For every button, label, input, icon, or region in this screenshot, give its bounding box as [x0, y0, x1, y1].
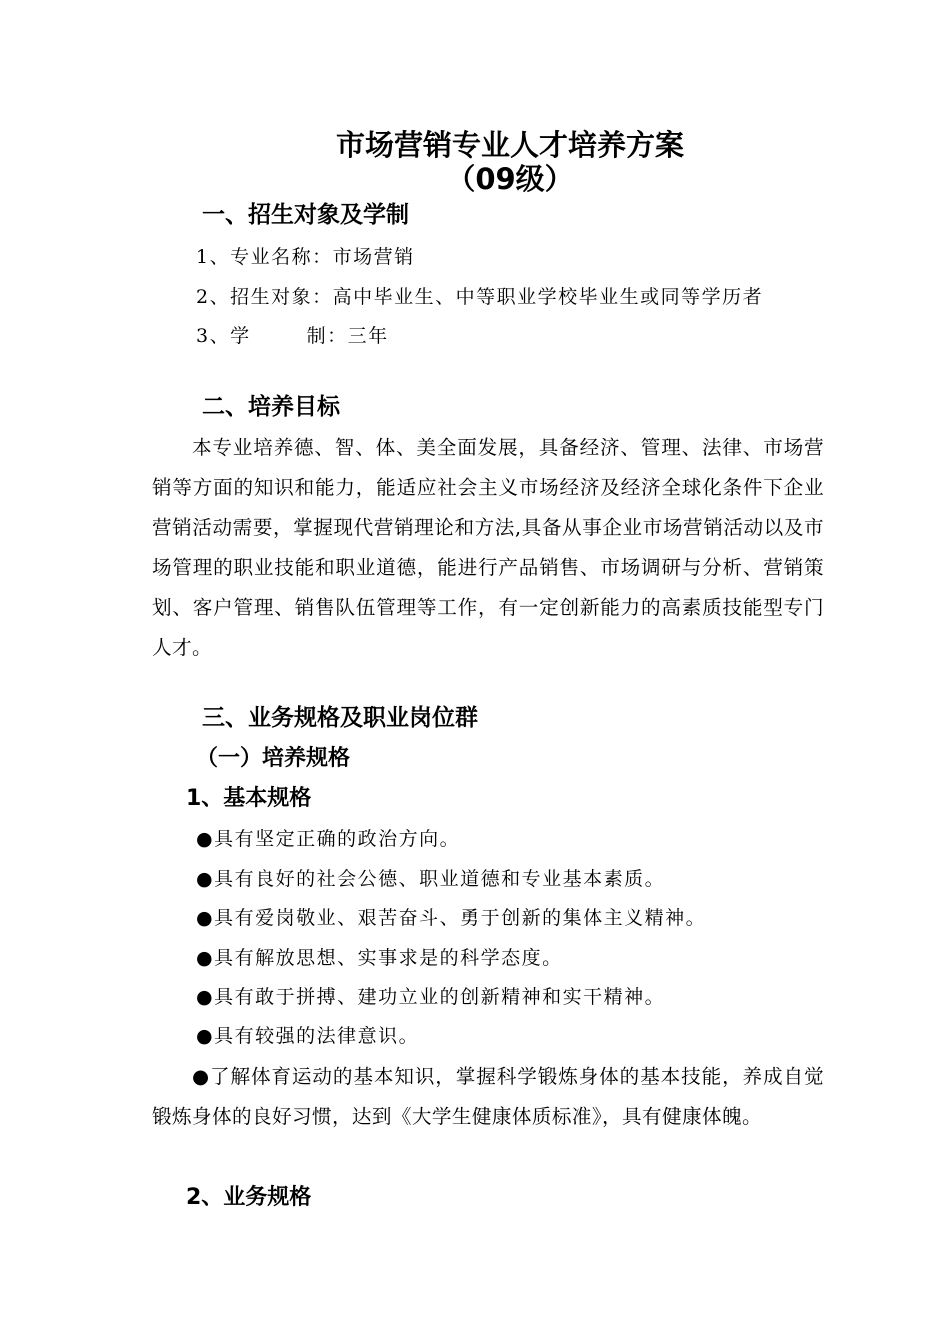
document-subtitle: （09级） [446, 162, 574, 196]
bullet-item: ●具有较强的法律意识。 [196, 1025, 420, 1047]
item-label: 3、学 [196, 325, 251, 347]
section-heading-specifications: 三、业务规格及职业岗位群 [202, 705, 478, 731]
bullet-item: ●具有敢于拼搏、建功立业的创新精神和实干精神。 [196, 986, 666, 1008]
bullet-item: ●具有爱岗敬业、艰苦奋斗、勇于创新的集体主义精神。 [196, 907, 707, 929]
bullet-item: ●具有坚定正确的政治方向。 [196, 828, 461, 850]
subsection-heading-basic-spec: 1、基本规格 [186, 786, 312, 811]
section-heading-enrollment: 一、招生对象及学制 [202, 202, 409, 228]
section-heading-objectives: 二、培养目标 [202, 394, 340, 420]
item-label: 制： [306, 325, 348, 347]
item-label: 2、招生对象： [196, 286, 333, 308]
subsection-heading-training-spec: （一）培养规格 [196, 746, 351, 771]
subsection-heading-business-spec: 2、业务规格 [186, 1185, 312, 1210]
document-title: 市场营销专业人才培养方案 [335, 128, 684, 162]
bullet-item: ●具有良好的社会公德、职业道德和专业基本素质。 [196, 868, 666, 890]
bullet-item-long: ●了解体育运动的基本知识，掌握科学锻炼身体的基本技能，养成自觉锻炼身体的良好习惯，达到《大学生健康体质标准》，具有健康体魄。 [152, 1065, 824, 1128]
objectives-paragraph: 本专业培养德、智、体、美全面发展，具备经济、管理、法律、市场营销等方面的知识和能力，能适应社会主义市场经济及经济全球化条件下企业营销活动需要，掌握现代营销理论和方法,具备从事企业市场营销活动以及市场管理的职业技能和职业道德，能进行产品销售、市场调研与分析、营销策划、客户管理、销售队伍管理等工作，有一定创新能力的高素质技能型专门人才。 [152, 436, 824, 659]
item-major-name [196, 244, 415, 270]
item-enrollment-target [196, 284, 763, 310]
item-value: 三年 [347, 325, 389, 347]
item-label: 1、专业名称： [196, 246, 333, 268]
item-duration [196, 323, 389, 349]
bullet-item: ●具有解放思想、实事求是的科学态度。 [196, 947, 563, 969]
item-value: 市场营销 [332, 246, 415, 268]
item-value: 高中毕业生、中等职业学校毕业生或同等学历者 [332, 286, 764, 308]
